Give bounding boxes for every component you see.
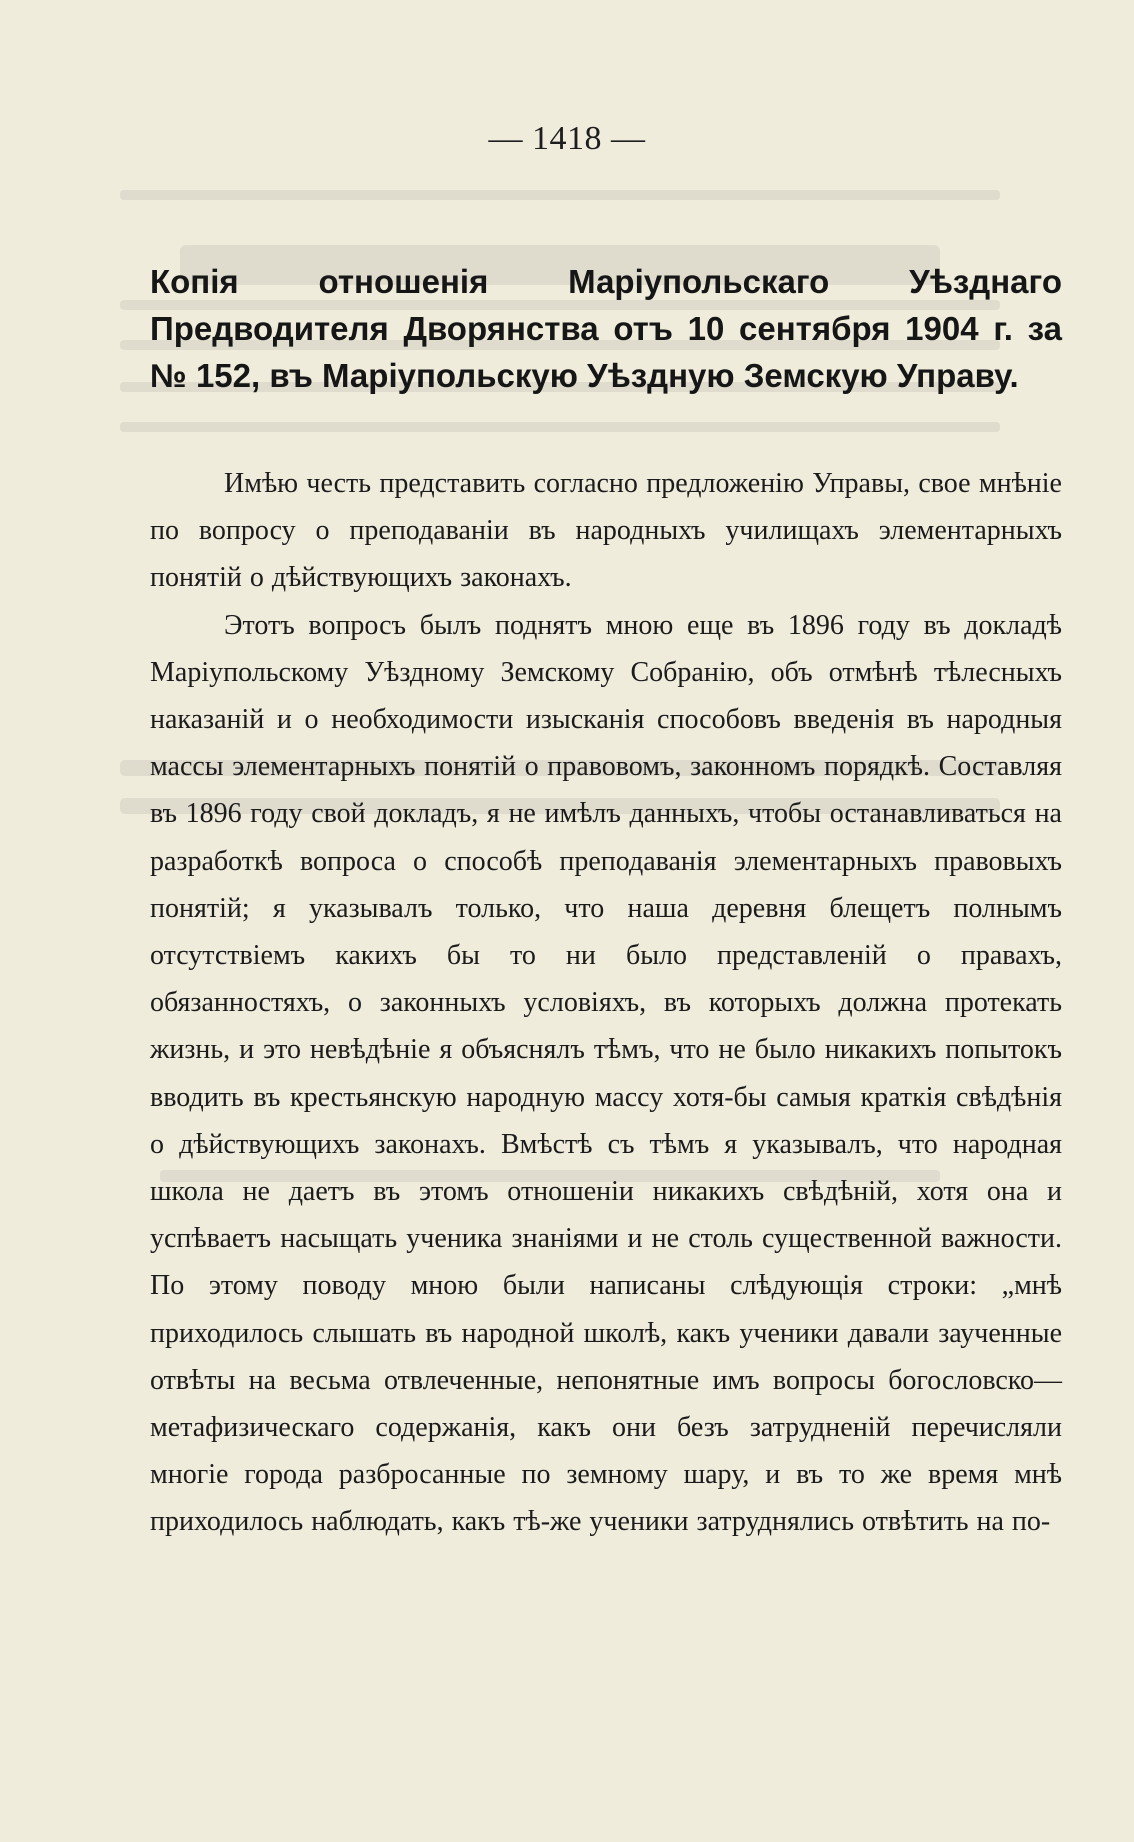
paragraph: Имѣю честь представить согласно предложенію Управы, свое мнѣніе по вопросу о преподаваніи въ народныхъ училищахъ элементарныхъ понятій о дѣйствующихъ законахъ. bbox=[150, 468, 1062, 594]
paragraph: Этотъ вопросъ былъ поднятъ мною еще въ 1896 году въ докладѣ Маріупольскому Уѣздному Земскому Собранію, объ отмѣнѣ тѣлесныхъ наказаній и о необходимости изысканія способовъ введенія въ народныя массы элементарныхъ понятій о правовомъ, законномъ порядкѣ. Составляя въ 1896 году свой докладъ, я не имѣлъ данныхъ, чтобы останавливаться на разработкѣ вопроса о способѣ преподаванія элементарныхъ правовыхъ понятій; я указывалъ только, что наша деревня блещетъ полнымъ отсутствіемъ какихъ бы то ни было представленій о правахъ, обязанностяхъ, о законныхъ условіяхъ, въ которыхъ должна протекать жизнь, и это невѣдѣніе я объяснялъ тѣмъ, что не было никакихъ попытокъ вводить въ крестьянскую народную массу хотя-бы самыя краткія свѣдѣнія о дѣйствующихъ законахъ. Вмѣстѣ съ тѣмъ я указывалъ, что народная школа не даетъ въ этомъ отношеніи никакихъ свѣдѣній, хотя она и успѣваетъ насыщать ученика знаніями и не столь существенной важности. По этому поводу мною были написаны слѣдующія строки: „мнѣ приходилось слышать въ народной школѣ, какъ ученики давали заученные отвѣты на весьма отвлеченные, непонятные имъ вопросы богословско—метафизическаго содержанія, какъ они безъ затрудненій перечисляли многіе города разбросанные по земному шару, и въ то же время мнѣ приходилось наблюдать, какъ тѣ-же ученики затруднялись отвѣтить на по- bbox=[150, 609, 1062, 1538]
body-text bbox=[150, 460, 1062, 1546]
page-number: — 1418 — bbox=[488, 120, 646, 157]
document-title: Копія отношенія Маріупольскаго Уѣзднаго Предводителя Дворянства отъ 10 сентября 1904 г. за № 152, въ Маріупольскую Уѣздную Земскую Управу. bbox=[150, 263, 1062, 394]
